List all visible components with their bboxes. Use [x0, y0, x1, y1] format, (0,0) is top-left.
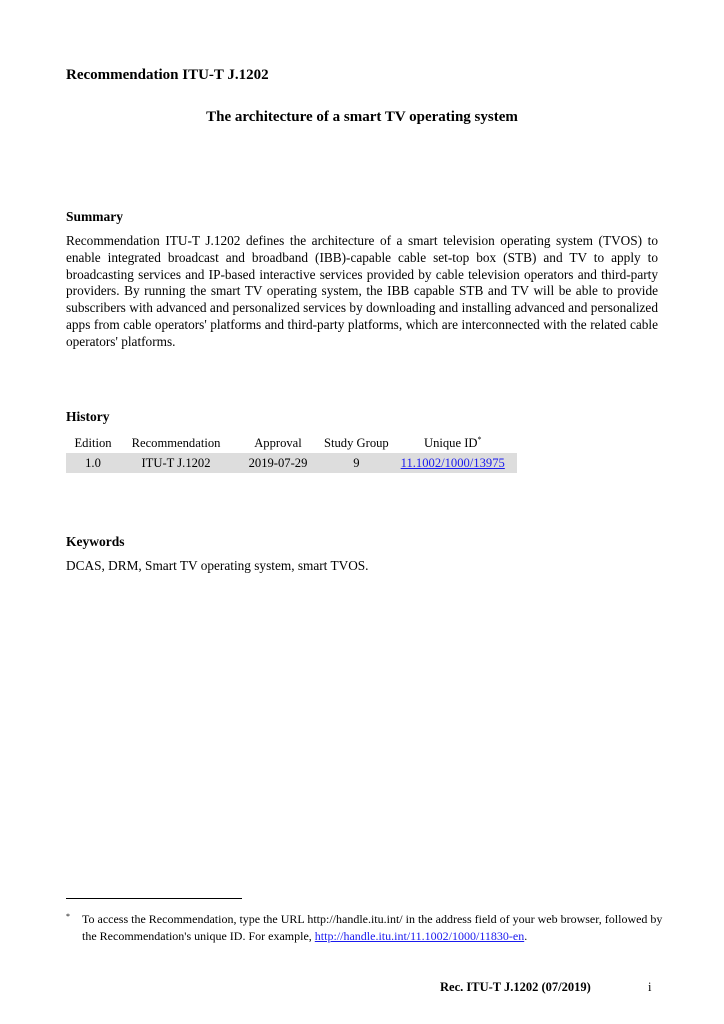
footnote-ref-mark: * [477, 434, 482, 444]
footnote-example-link[interactable]: http://handle.itu.int/11.1002/1000/11830-en [314, 928, 525, 943]
recommendation-title: Recommendation ITU-T J.1202 [66, 67, 269, 83]
summary-heading: Summary [66, 209, 123, 224]
keywords-heading: Keywords [66, 534, 125, 549]
footnote-text [82, 911, 666, 944]
history-heading: History [66, 409, 110, 424]
keywords-text: DCAS, DRM, Smart TV operating system, smart TVOS. [66, 558, 369, 573]
column-header-study-group: Study Group [324, 435, 389, 450]
cell-edition: 1.0 [85, 455, 101, 470]
cell-recommendation: ITU-T J.1202 [141, 455, 211, 470]
column-header-approval: Approval [254, 435, 302, 450]
cell-unique-id [389, 453, 517, 473]
history-header-row [66, 433, 517, 453]
cell-approval: 2019-07-29 [248, 455, 308, 470]
history-table [66, 433, 517, 473]
page-number: i [648, 980, 652, 994]
column-header-unique-id [389, 433, 517, 453]
column-header-edition: Edition [74, 435, 112, 450]
footnote-mark: * [66, 912, 70, 921]
cell-study-group: 9 [353, 455, 360, 470]
unique-id-label: Unique ID [423, 435, 478, 450]
footnote-text-after: . [524, 928, 528, 943]
footnote-divider [66, 898, 242, 899]
footnote [66, 911, 666, 944]
footnote-text-before: To access the Recommendation, type the URL http://handle.itu.int/ in the address field of your web browser, followed by the Recommendation's unique ID. For example, [82, 912, 663, 943]
footer-reference: Rec. ITU-T J.1202 (07/2019) [440, 980, 591, 994]
table-row [66, 453, 517, 473]
page-title: The architecture of a smart TV operating system [206, 109, 518, 125]
column-header-recommendation: Recommendation [131, 435, 221, 450]
unique-id-link[interactable]: 11.1002/1000/13975 [400, 455, 505, 470]
summary-text: Recommendation ITU-T J.1202 defines the architecture of a smart television operating system (TVOS) to enable integrated broadcast and broadband (IBB)-capable cable set-top box (STB) and TV to apply to broadcasting services and IP-based interactive services provided by cable television operators and third-party providers. By running the smart TV operating system, the IBB capable STB and TV will be able to provide subscribers with advanced and personalized services by downloading and installing advanced and personalized apps from cable operators' platforms and third-party platforms, which are interconnected with the related cable operators' platforms. [66, 233, 658, 349]
